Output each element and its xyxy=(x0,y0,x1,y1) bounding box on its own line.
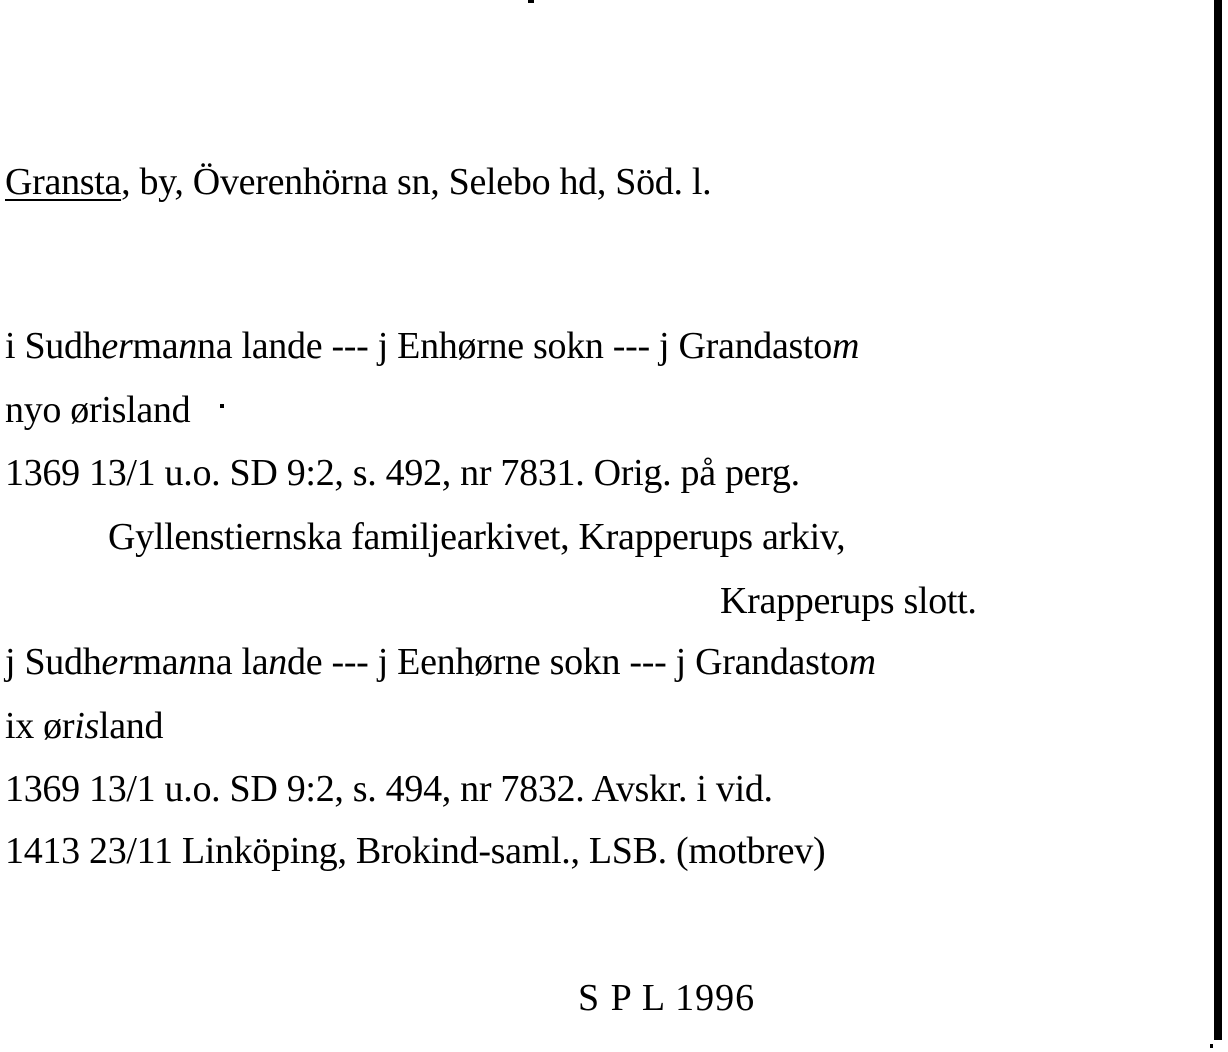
entry1-place: Krapperups slott. xyxy=(720,580,977,622)
text-segment: ma xyxy=(132,641,179,683)
expanded-abbreviation: er xyxy=(101,325,133,367)
text-segment: land xyxy=(98,705,164,747)
text-segment: j Sudh xyxy=(5,641,102,683)
text-segment: ix ør xyxy=(5,705,75,747)
text-segment: nyo ørisland xyxy=(5,389,191,431)
entry1-archive: Gyllenstiernska familjearkivet, Krapperups arkiv, xyxy=(108,516,846,558)
entry1-form-line-2 xyxy=(5,387,224,433)
card-signature: S P L 1996 xyxy=(578,977,756,1019)
text-segment: de --- j Eenhørne sokn --- j Grandasto xyxy=(287,641,849,683)
entry2-form-line-2 xyxy=(5,703,163,749)
text-segment: i Sudh xyxy=(5,325,102,367)
card-edge-rule xyxy=(1214,0,1222,1040)
text-segment: na lande --- j Enhørne sokn --- j Grandasto xyxy=(197,325,832,367)
expanded-abbreviation: er xyxy=(101,641,133,683)
expanded-abbreviation: n xyxy=(268,641,287,683)
headword: Gransta xyxy=(5,161,122,203)
text-segment: ma xyxy=(132,325,179,367)
entry2-source: 1369 13/1 u.o. SD 9:2, s. 494, nr 7832. Avskr. i vid. xyxy=(5,768,773,810)
entry2-form-line xyxy=(5,639,876,685)
expanded-abbreviation: n xyxy=(178,641,197,683)
text-segment: na la xyxy=(197,641,269,683)
entry2-source-2: 1413 23/11 Linköping, Brokind-saml., LSB. (motbrev) xyxy=(5,830,826,872)
entry1-form-line xyxy=(5,323,859,369)
headword-line xyxy=(5,159,711,205)
scan-speck xyxy=(1210,1044,1213,1048)
expanded-abbreviation: is xyxy=(74,705,99,747)
stray-dot xyxy=(220,404,224,408)
expanded-abbreviation: m xyxy=(848,641,876,683)
scan-speck xyxy=(528,0,534,3)
headword-description: , by, Överenhörna sn, Selebo hd, Söd. l. xyxy=(121,161,712,203)
expanded-abbreviation: n xyxy=(178,325,197,367)
expanded-abbreviation: m xyxy=(832,325,860,367)
entry1-source: 1369 13/1 u.o. SD 9:2, s. 492, nr 7831. Orig. på perg. xyxy=(5,452,800,494)
